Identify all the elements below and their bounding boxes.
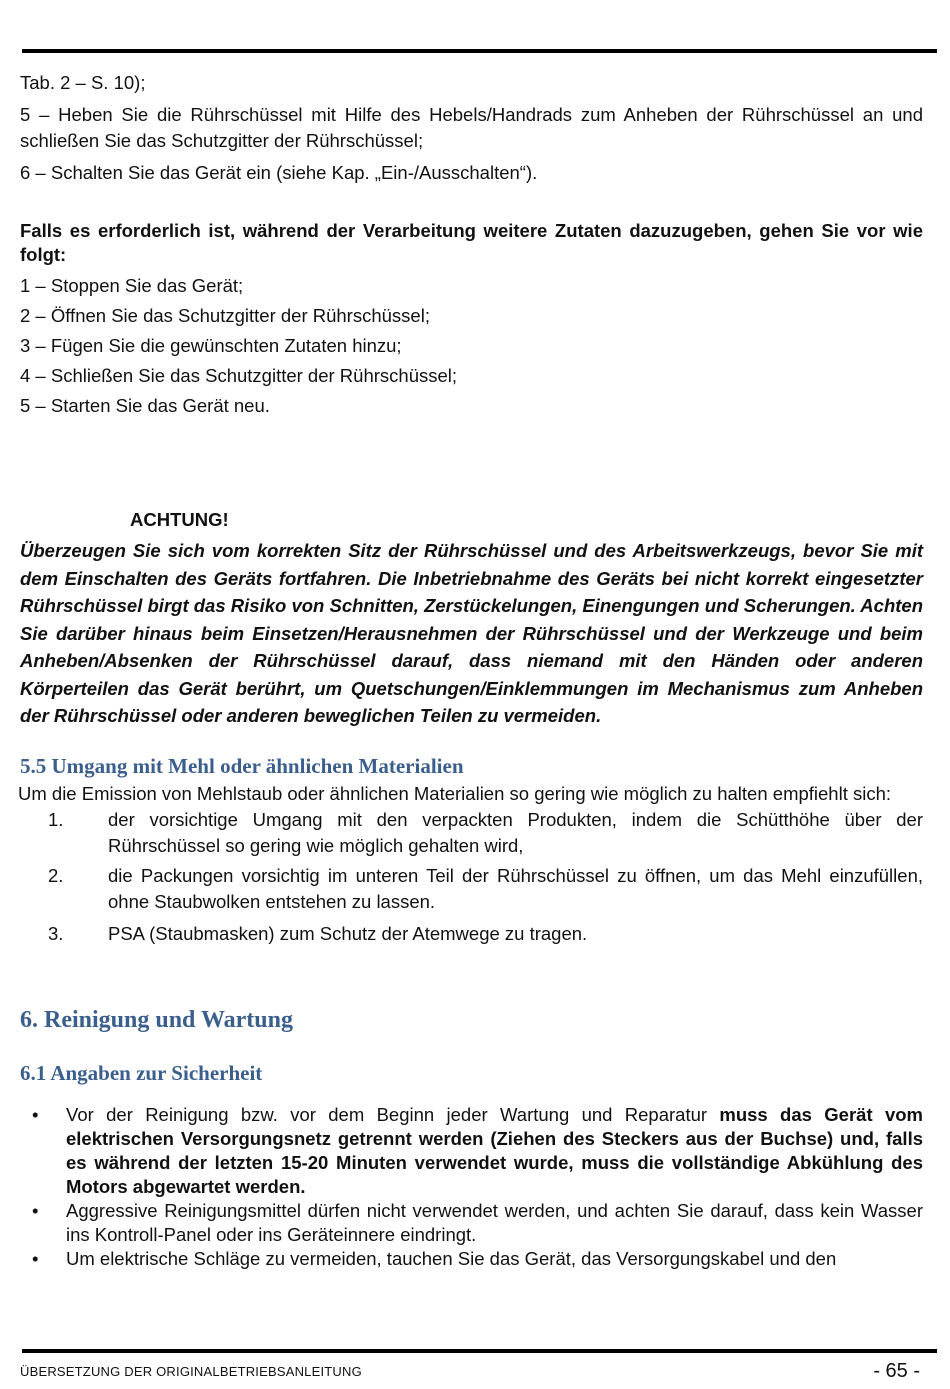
step-item: 3 – Fügen Sie die gewünschten Zutaten hinzu; [20,335,402,356]
page-body [20,70,923,1271]
bullet-icon: • [32,1199,39,1221]
bullet-item [20,1103,923,1199]
footer-rule [22,1349,937,1353]
bullet-icon: • [32,1247,39,1269]
page-number: - 65 - [873,1360,920,1382]
step-item: 1 – Stoppen Sie das Gerät; [20,275,244,296]
bullet-item [20,1199,923,1247]
section-heading-6-1: 6.1 Angaben zur Sicherheit [20,1060,263,1085]
list-text: der vorsichtige Umgang mit den verpackten Produkten, indem die Schütthöhe über der Rührschüssel so gering wie möglich gehalten wird, [108,808,923,856]
list-text: PSA (Staubmasken) zum Schutz der Atemwege zu tragen. [108,922,588,944]
warning-title: ACHTUNG! [130,509,229,530]
list-item [20,807,923,859]
text-line: 5 – Heben Sie die Rührschüssel mit Hilfe des Hebels/Handrads zum Anheben der Rührschüssel an und schließen Sie das Schutzgitter der Rührschüssel; [20,104,923,151]
warning-text: Überzeugen Sie sich vom korrekten Sitz der Rührschüssel und des Arbeitswerkzeugs, bevor Sie mit dem Einschalten des Geräts fortfahren. Die Inbetriebnahme des Geräts bei nicht korrekt eingesetzter Rührschüssel birgt das Risiko von Schnitten, Zerstückelungen, Einengungen und Scherungen. Achten Sie darüber hinaus beim Einsetzen/Herausnehmen der Rührschüssel und der Werkzeuge und beim Anheben/Absenken der Rührschüssel darauf, dass niemand mit den Händen oder anderen Körperteilen das Gerät berührt, um Quetschungen/Einklemmungen im Mechanismus zum Anheben der Rührschüssel oder anderen beweglichen Teilen zu vermeiden. [20,540,923,726]
list-item [20,921,923,947]
bullet-text-bold: muss das Gerät vom elektrischen Versorgungsnetz getrennt werden (Ziehen des Steckers aus der Buchse) und, falls es während der letzten 15-20 Minuten verwendet wurde, muss die vollständige Abkühlung des Motors abgewartet werden. [66,1103,923,1197]
text-line: 6 – Schalten Sie das Gerät ein (siehe Kap. „Ein-/Ausschalten“). [20,162,538,183]
step-item: 5 – Starten Sie das Gerät neu. [20,395,270,416]
bullet-text: Um elektrische Schläge zu vermeiden, tauchen Sie das Gerät, das Versorgungskabel und den [66,1247,837,1269]
text-line: Tab. 2 – S. 10); [20,72,146,93]
bullet-icon: • [32,1103,39,1125]
step-item: 2 – Öffnen Sie das Schutzgitter der Rührschüssel; [20,305,430,326]
list-number: 1. [48,808,64,830]
bullet-text: Aggressive Reinigungsmittel dürfen nicht verwendet werden, und achten Sie darauf, dass kein Wasser ins Kontroll-Panel oder ins Geräteinnere eindringt. [66,1199,923,1245]
section-5-5-intro: Um die Emission von Mehlstaub oder ähnlichen Materialien so gering wie möglich zu halten empfiehlt sich: [18,782,892,804]
step-item: 4 – Schließen Sie das Schutzgitter der Rührschüssel; [20,365,458,386]
header-rule [22,49,937,53]
list-item [20,863,923,915]
bullet-text: Vor der Reinigung bzw. vor dem Beginn jeder Wartung und Reparatur [66,1103,720,1125]
section-heading-5-5: 5.5 Umgang mit Mehl oder ähnlichen Materialien [20,753,464,778]
additions-intro: Falls es erforderlich ist, während der Verarbeitung weitere Zutaten dazuzugeben, gehen Sie vor wie folgt: [20,220,923,265]
bullet-item [20,1247,923,1271]
list-number: 3. [48,922,64,944]
list-text: die Packungen vorsichtig im unteren Teil der Rührschüssel zu öffnen, um das Mehl einzufüllen, ohne Staubwolken entstehen zu lassen. [108,864,923,912]
section-heading-6: 6. Reinigung und Wartung [20,1006,293,1033]
footer-title: ÜBERSETZUNG DER ORIGINALBETRIEBSANLEITUNG [20,1364,362,1379]
list-number: 2. [48,864,64,886]
